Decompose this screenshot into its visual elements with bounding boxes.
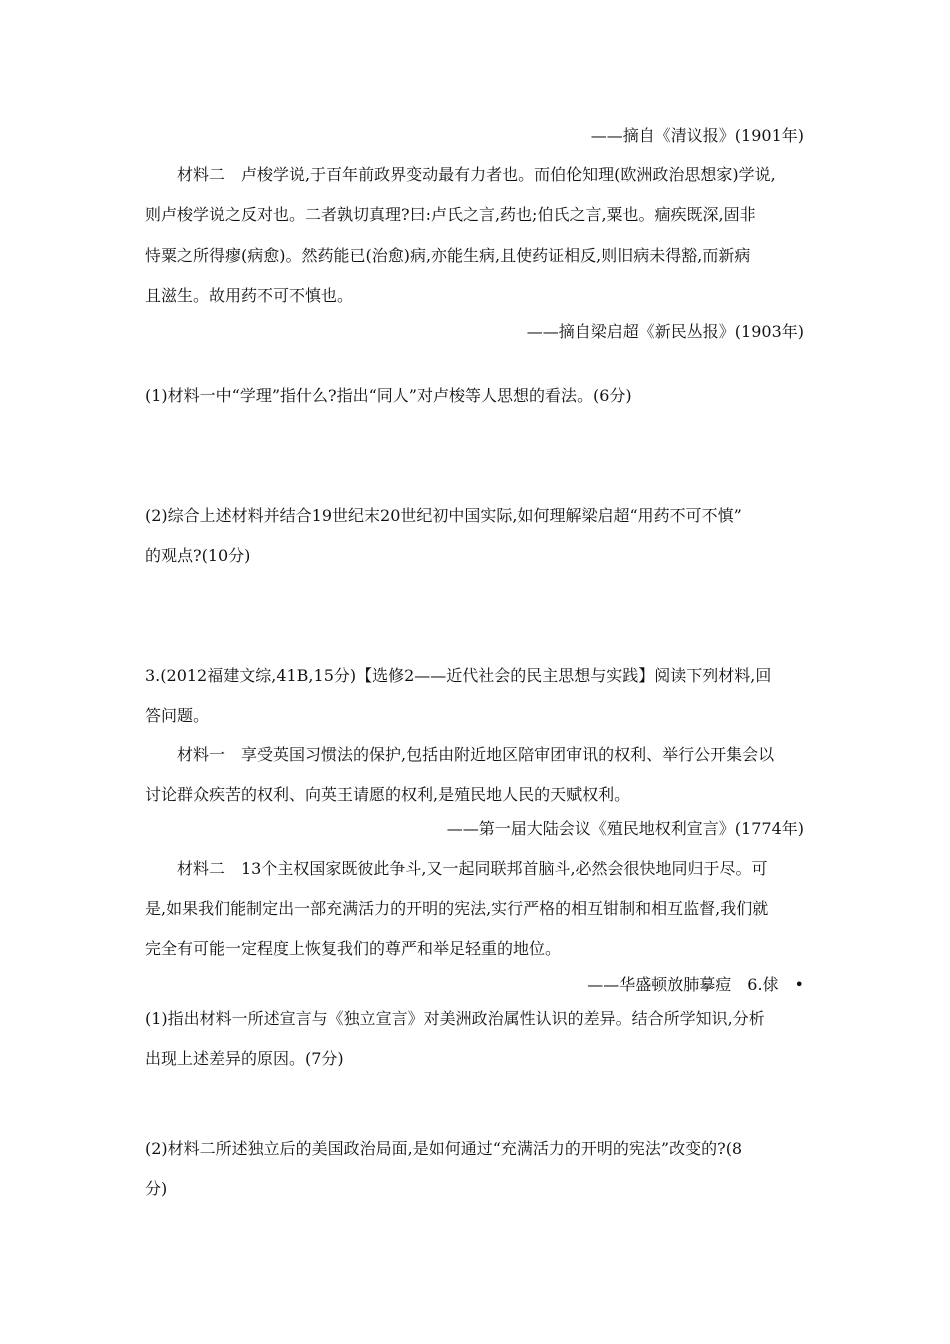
question-1: (1)材料一中“学理”指什么?指出“同人”对卢梭等人思想的看法。(6分) (145, 386, 632, 405)
material-one-paragraph-line: 讨论群众疾苦的权利、向英王请愿的权利,是殖民地人民的天赋权利。 (145, 785, 631, 804)
source-line-qingyibao: ——摘自《清议报》(1901年) (590, 126, 804, 145)
question-3-1-line: 出现上述差异的原因。(7分) (145, 1049, 344, 1068)
material-two-paragraph-line: 材料二 卢梭学说,于百年前政界变动最有力者也。而伯伦知理(欧洲政治思想家)学说, (177, 165, 776, 184)
question-3-2-line: 分) (145, 1179, 168, 1198)
question-3-2-line: (2)材料二所述独立后的美国政治局面,是如何通过“充满活力的开明的宪法”改变的?(8 (145, 1139, 743, 1158)
source-line-washington: ——华盛顿放肺摹痘 6.俅 • (587, 975, 804, 994)
material-two-b-paragraph-line: 是,如果我们能制定出一部充满活力的开明的宪法,实行严格的相互钳制和相互监督,我们就 (145, 899, 769, 918)
material-two-b-paragraph-line: 完全有可能一定程度上恢复我们的尊严和举足轻重的地位。 (145, 939, 562, 958)
material-two-paragraph-line: 恃粟之所得瘳(病愈)。然药能已(治愈)病,亦能生病,且使药证相反,则旧病未得豁,而新病 (145, 246, 751, 265)
question-2-line: 的观点?(10分) (145, 546, 251, 565)
source-line-continental-congress: ——第一届大陆会议《殖民地权利宣言》(1774年) (446, 819, 804, 838)
question-3-heading-line: 答问题。 (145, 706, 210, 725)
question-3-heading-line: 3.(2012福建文综,41B,15分)【选修2——近代社会的民主思想与实践】阅读下列材料,回 (145, 666, 772, 685)
question-3-1-line: (1)指出材料一所述宣言与《独立宣言》对美洲政治属性认识的差异。结合所学知识,分析 (145, 1009, 765, 1028)
material-two-paragraph-line: 则卢梭学说之反对也。二者孰切真理?曰:卢氏之言,药也;伯氏之言,粟也。痼疾既深,固非 (145, 205, 756, 224)
material-two-paragraph-line: 且滋生。故用药不可不慎也。 (145, 286, 354, 305)
question-2-line: (2)综合上述材料并结合19世纪末20世纪初中国实际,如何理解梁启超“用药不可不慎” (145, 506, 742, 525)
material-two-b-paragraph-line: 材料二 13个主权国家既彼此争斗,又一起同联邦首脑斗,必然会很快地同归于尽。可 (177, 859, 768, 878)
material-one-paragraph-line: 材料一 享受英国习惯法的保护,包括由附近地区陪审团审讯的权利、举行公开集会以 (177, 745, 775, 764)
source-line-xinmin-congbao: ——摘自梁启超《新民丛报》(1903年) (526, 322, 804, 341)
